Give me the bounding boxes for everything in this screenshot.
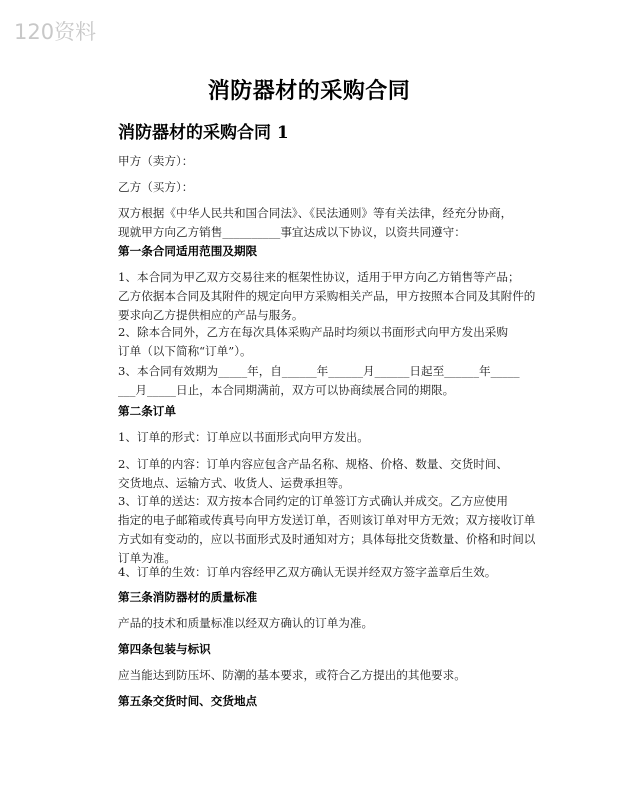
paragraph-line: 3、本合同有效期为_____年，自______年______月______日起至______年_____ xyxy=(118,364,520,378)
intro-line: 现就甲方向乙方销售__________事宜达成以下协议，以资共同遵守： xyxy=(118,225,466,239)
section-5-heading: 第五条交货时间、交货地点 xyxy=(118,694,258,708)
paragraph-line: 产品的技术和质量标准以经双方确认的订单为准。 xyxy=(118,616,374,630)
section-1-heading: 第一条合同适用范围及期限 xyxy=(118,244,258,258)
paragraph-line: 4、订单的生效：订单内容经甲乙双方确认无误并经双方签字盖章后生效。 xyxy=(118,565,497,579)
paragraph-line: 3、订单的送达：双方按本合同约定的订单签订方式确认并成交。乙方应使用 xyxy=(118,494,508,508)
section-2-paragraph-4 xyxy=(118,563,540,582)
paragraph-line: 应当能达到防压坏、防潮的基本要求，或符合乙方提出的其他要求。 xyxy=(118,668,466,682)
section-1-paragraph-2 xyxy=(118,323,540,361)
paragraph-line: 交货地点、运输方式、收货人、运费承担等。 xyxy=(118,476,350,490)
document-subtitle: 消防器材的采购合同 1 xyxy=(118,123,289,143)
section-2-paragraph-1 xyxy=(118,428,540,447)
watermark-logo: 120资料 xyxy=(14,20,97,44)
section-1-paragraph-3 xyxy=(118,362,540,400)
paragraph-line: 2、订单的内容：订单内容应包含产品名称、规格、价格、数量、交货时间、 xyxy=(118,457,508,471)
paragraph-line: 要求向乙方提供相应的产品与服务。 xyxy=(118,308,304,322)
paragraph-line: 2、除本合同外，乙方在每次具体采购产品时均须以书面形式向甲方发出采购 xyxy=(118,325,508,339)
paragraph-line: 订单（以下简称“订单”）。 xyxy=(118,344,252,358)
section-3-paragraph-1 xyxy=(118,614,540,633)
paragraph-line: 1、订单的形式：订单应以书面形式向甲方发出。 xyxy=(118,430,369,444)
paragraph-line: ___月_____日止，本合同期满前，双方可以协商续展合同的期限。 xyxy=(118,383,455,397)
intro-line: 双方根据《中华人民共和国合同法》、《民法通则》等有关法律，经充分协商， xyxy=(118,206,513,220)
section-4-heading: 第四条包装与标识 xyxy=(118,642,211,656)
section-4-paragraph-1 xyxy=(118,666,540,685)
party-b-line: 乙方（买方）： xyxy=(118,180,194,194)
paragraph-line: 指定的电子邮箱或传真号向甲方发送订单，否则该订单对甲方无效；双方接收订单 xyxy=(118,513,536,527)
paragraph-line: 1、本合同为甲乙双方交易往来的框架性协议，适用于甲方向乙方销售等产品； xyxy=(118,270,520,284)
paragraph-line: 乙方依据本合同及其附件的规定向甲方采购相关产品，甲方按照本合同及其附件的 xyxy=(118,289,536,303)
section-2-paragraph-3 xyxy=(118,492,540,568)
paragraph-line: 方式如有变动的，应以书面形式及时通知对方；具体每批交货数量、价格和时间以 xyxy=(118,532,536,546)
party-a-line: 甲方（卖方）： xyxy=(118,154,194,168)
section-2-paragraph-2 xyxy=(118,455,540,493)
section-3-heading: 第三条消防器材的质量标准 xyxy=(118,590,258,604)
intro-paragraph xyxy=(118,204,540,242)
document-title: 消防器材的采购合同 xyxy=(207,78,411,104)
section-1-paragraph-1 xyxy=(118,268,540,325)
section-2-heading: 第二条订单 xyxy=(118,404,176,418)
paragraph-line: 订单为准。 xyxy=(118,551,176,565)
